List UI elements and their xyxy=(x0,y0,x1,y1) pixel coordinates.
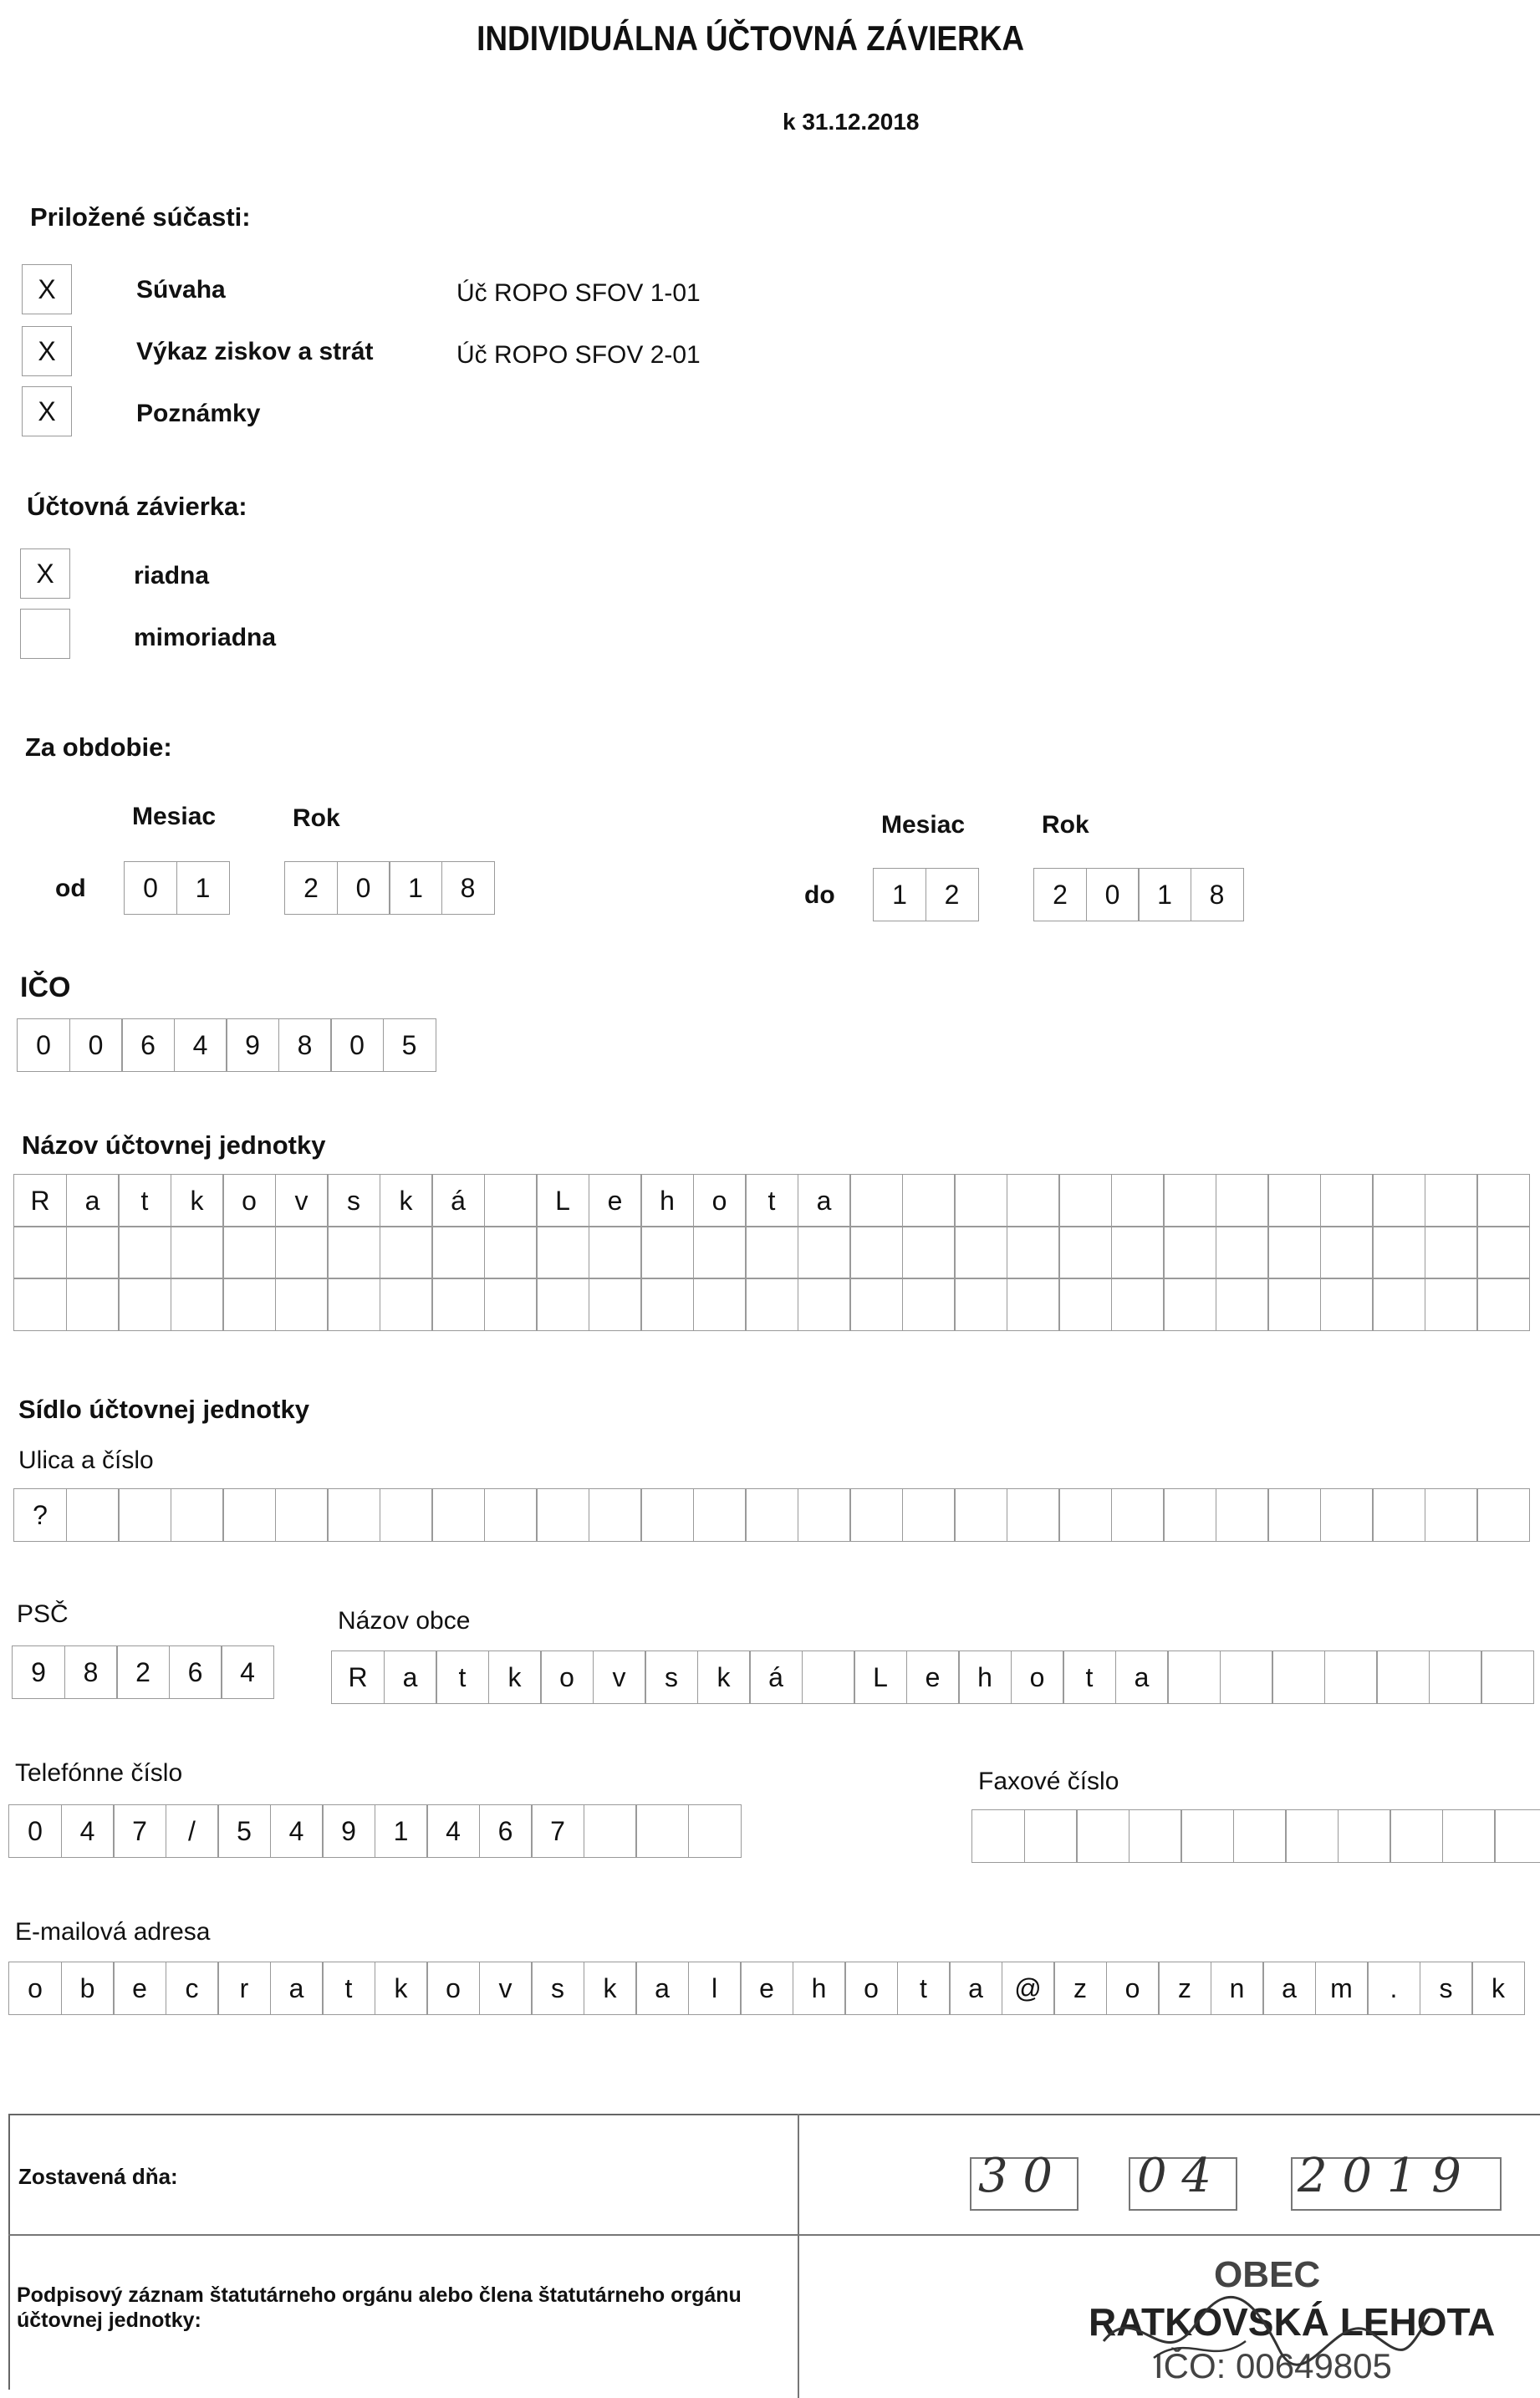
fax-cell xyxy=(1285,1809,1339,1863)
town-cell: L xyxy=(854,1651,907,1704)
entity-name-cell xyxy=(1163,1278,1216,1331)
email-cell: t xyxy=(897,1962,951,2015)
entity-name-cell xyxy=(902,1278,956,1331)
entity-name-cell xyxy=(1372,1226,1425,1279)
compiled-day: 3 0 xyxy=(978,2149,1053,2203)
street-cell xyxy=(171,1488,224,1542)
entity-name-cell xyxy=(1425,1278,1478,1331)
email-cell: k xyxy=(584,1962,637,2015)
entity-name-cell xyxy=(1216,1174,1269,1227)
entity-name-cell xyxy=(275,1226,329,1279)
entity-name-row xyxy=(13,1174,1530,1227)
entity-name-cell xyxy=(1267,1278,1321,1331)
street-cell xyxy=(66,1488,120,1542)
entity-name-cell xyxy=(1216,1226,1269,1279)
town-cell: k xyxy=(697,1651,751,1704)
street-field[interactable] xyxy=(13,1488,1530,1542)
footer-divider xyxy=(8,2234,1540,2236)
psc-field[interactable] xyxy=(12,1645,274,1699)
document-date: k 31.12.2018 xyxy=(783,109,920,135)
ico-cell: 0 xyxy=(330,1018,384,1072)
email-cell: h xyxy=(793,1962,846,2015)
email-cell: s xyxy=(531,1962,584,2015)
entity-name-cell xyxy=(1425,1226,1478,1279)
entity-name-cell xyxy=(118,1278,171,1331)
town-cell: a xyxy=(1115,1651,1169,1704)
town-cell xyxy=(802,1651,855,1704)
entity-name-cell xyxy=(902,1174,956,1227)
entity-name-cell: k xyxy=(380,1174,433,1227)
email-cell: k xyxy=(375,1962,428,2015)
from-year-label: Rok xyxy=(293,804,340,832)
fax-label: Faxové číslo xyxy=(978,1768,1119,1795)
entity-name-cell: k xyxy=(171,1174,224,1227)
psc-cell: 8 xyxy=(64,1645,118,1699)
from-year-cell: 0 xyxy=(337,861,390,915)
to-year-cell: 0 xyxy=(1086,868,1140,921)
entity-name-cell xyxy=(327,1226,380,1279)
entity-name-row xyxy=(13,1278,1530,1331)
psc-cell: 6 xyxy=(169,1645,222,1699)
entity-name-cell xyxy=(1320,1174,1374,1227)
statement-type-riadna: riadna xyxy=(134,562,210,589)
entity-name-cell xyxy=(536,1226,589,1279)
phone-cell xyxy=(635,1804,689,1858)
ico-cell: 0 xyxy=(17,1018,70,1072)
to-year-cell: 2 xyxy=(1033,868,1087,921)
email-cell: o xyxy=(844,1962,898,2015)
phone-cell: 6 xyxy=(479,1804,533,1858)
street-cell xyxy=(380,1488,433,1542)
psc-cell: 9 xyxy=(12,1645,65,1699)
entity-name-cell xyxy=(484,1174,538,1227)
checkbox-vykaz[interactable]: X xyxy=(22,326,72,376)
compiled-month: 0 4 xyxy=(1137,2149,1212,2203)
entity-name-cell xyxy=(1425,1174,1478,1227)
street-cell xyxy=(1216,1488,1269,1542)
street-cell xyxy=(1007,1488,1060,1542)
town-cell: h xyxy=(958,1651,1012,1704)
entity-name-cell xyxy=(1372,1174,1425,1227)
town-field[interactable] xyxy=(331,1651,1534,1704)
street-label: Ulica a číslo xyxy=(18,1446,154,1474)
from-year-field[interactable] xyxy=(284,861,495,915)
entity-name-cell xyxy=(849,1174,903,1227)
entity-name-cell: e xyxy=(589,1174,642,1227)
phone-cell: 9 xyxy=(322,1804,375,1858)
fax-cell xyxy=(1338,1809,1391,1863)
street-cell: ? xyxy=(13,1488,67,1542)
footer-divider xyxy=(798,2114,799,2398)
to-year-cell: 8 xyxy=(1191,868,1244,921)
email-cell: k xyxy=(1471,1962,1525,2015)
ico-cell: 9 xyxy=(226,1018,279,1072)
to-year-label: Rok xyxy=(1042,811,1089,839)
town-cell: R xyxy=(331,1651,385,1704)
entity-name-cell xyxy=(1111,1226,1165,1279)
from-year-cell: 1 xyxy=(389,861,442,915)
email-cell: a xyxy=(1262,1962,1316,2015)
from-month-cell: 1 xyxy=(176,861,230,915)
attachment-label-suvaha: Súvaha xyxy=(136,276,226,304)
to-month-field[interactable] xyxy=(873,868,979,921)
signature-label-line1: Podpisový záznam štatutárneho orgánu alebo člena štatutárneho orgánu xyxy=(17,2283,742,2307)
town-cell xyxy=(1481,1651,1534,1704)
phone-cell: 7 xyxy=(113,1804,166,1858)
town-cell: á xyxy=(749,1651,803,1704)
entity-name-cell: t xyxy=(745,1174,798,1227)
ico-label: IČO xyxy=(20,972,71,1003)
town-cell xyxy=(1167,1651,1221,1704)
entity-name-cell xyxy=(849,1226,903,1279)
stamp-line1: OBEC xyxy=(1214,2254,1321,2295)
entity-name-cell xyxy=(798,1278,851,1331)
phone-cell: / xyxy=(166,1804,219,1858)
entity-name-cell: o xyxy=(222,1174,276,1227)
town-cell: a xyxy=(384,1651,437,1704)
checkbox-suvaha[interactable]: X xyxy=(22,264,72,314)
entity-name-cell xyxy=(745,1226,798,1279)
street-cell xyxy=(536,1488,589,1542)
to-month-label: Mesiac xyxy=(881,811,966,839)
signature-label-line2: účtovnej jednotky: xyxy=(17,2309,201,2332)
entity-name-cell xyxy=(484,1278,538,1331)
entity-name-cell xyxy=(536,1278,589,1331)
street-cell xyxy=(222,1488,276,1542)
email-cell: o xyxy=(8,1962,62,2015)
street-cell xyxy=(118,1488,171,1542)
entity-name-cell: t xyxy=(118,1174,171,1227)
entity-name-cell: v xyxy=(275,1174,329,1227)
street-cell xyxy=(431,1488,485,1542)
entity-name-cell xyxy=(1476,1226,1530,1279)
entity-name-cell: L xyxy=(536,1174,589,1227)
fax-cell xyxy=(1390,1809,1443,1863)
entity-name-cell xyxy=(431,1226,485,1279)
compiled-year: 2 0 1 9 xyxy=(1298,2149,1461,2203)
email-cell: . xyxy=(1367,1962,1420,2015)
entity-name-cell xyxy=(954,1226,1007,1279)
street-cell xyxy=(589,1488,642,1542)
entity-name-cell xyxy=(13,1226,67,1279)
entity-name-label: Názov účtovnej jednotky xyxy=(22,1130,326,1160)
fax-cell xyxy=(1494,1809,1540,1863)
entity-name-cell xyxy=(171,1226,224,1279)
entity-name-cell xyxy=(1163,1226,1216,1279)
entity-name-cell xyxy=(1007,1278,1060,1331)
entity-name-cell xyxy=(1216,1278,1269,1331)
street-cell xyxy=(1267,1488,1321,1542)
attachment-label-poznamky: Poznámky xyxy=(136,400,261,427)
psc-cell: 2 xyxy=(116,1645,170,1699)
phone-cell: 5 xyxy=(217,1804,271,1858)
entity-name-cell xyxy=(380,1278,433,1331)
ico-field[interactable] xyxy=(17,1018,436,1072)
from-label: od xyxy=(55,875,86,902)
phone-cell: 4 xyxy=(61,1804,115,1858)
checkbox-mimoriadna[interactable] xyxy=(20,609,70,659)
entity-name-cell xyxy=(640,1226,694,1279)
entity-name-cell xyxy=(484,1226,538,1279)
phone-cell xyxy=(584,1804,637,1858)
entity-name-cell xyxy=(66,1226,120,1279)
entity-name-cell xyxy=(902,1226,956,1279)
street-cell xyxy=(1058,1488,1112,1542)
email-cell: @ xyxy=(1002,1962,1055,2015)
town-cell xyxy=(1376,1651,1430,1704)
entity-name-cell xyxy=(1058,1278,1112,1331)
entity-name-cell xyxy=(640,1278,694,1331)
psc-label: PSČ xyxy=(17,1600,69,1628)
street-cell xyxy=(902,1488,956,1542)
street-cell xyxy=(745,1488,798,1542)
entity-name-cell: h xyxy=(640,1174,694,1227)
email-cell: a xyxy=(949,1962,1002,2015)
ico-cell: 0 xyxy=(69,1018,123,1072)
entity-name-row xyxy=(13,1226,1530,1279)
email-cell: a xyxy=(635,1962,689,2015)
town-cell: t xyxy=(1063,1651,1116,1704)
street-cell xyxy=(1111,1488,1165,1542)
entity-name-cell xyxy=(13,1278,67,1331)
period-heading: Za obdobie: xyxy=(25,732,172,762)
signature-label xyxy=(17,2283,786,2333)
entity-name-cell xyxy=(222,1278,276,1331)
entity-name-cell: o xyxy=(693,1174,747,1227)
entity-name-cell xyxy=(1372,1278,1425,1331)
entity-name-cell xyxy=(745,1278,798,1331)
from-year-cell: 2 xyxy=(284,861,338,915)
from-year-cell: 8 xyxy=(441,861,495,915)
street-cell xyxy=(798,1488,851,1542)
town-label: Názov obce xyxy=(338,1607,471,1635)
street-cell xyxy=(849,1488,903,1542)
street-cell xyxy=(327,1488,380,1542)
entity-name-cell xyxy=(275,1278,329,1331)
statement-type-heading: Účtovná závierka: xyxy=(27,492,247,521)
ico-cell: 8 xyxy=(278,1018,332,1072)
seat-heading: Sídlo účtovnej jednotky xyxy=(18,1395,309,1424)
ico-cell: 5 xyxy=(383,1018,436,1072)
to-year-cell: 1 xyxy=(1138,868,1191,921)
email-cell: o xyxy=(426,1962,480,2015)
phone-cell: 0 xyxy=(8,1804,62,1858)
email-field[interactable] xyxy=(8,1962,1525,2015)
phone-cell: 4 xyxy=(426,1804,480,1858)
entity-name-cell xyxy=(1007,1174,1060,1227)
entity-name-cell: a xyxy=(798,1174,851,1227)
email-cell: t xyxy=(322,1962,375,2015)
entity-name-cell xyxy=(1058,1174,1112,1227)
email-cell: c xyxy=(166,1962,219,2015)
email-cell: n xyxy=(1211,1962,1264,2015)
checkbox-poznamky[interactable]: X xyxy=(22,386,72,436)
entity-name-cell xyxy=(118,1226,171,1279)
entity-name-cell: s xyxy=(327,1174,380,1227)
to-year-field[interactable] xyxy=(1033,868,1244,921)
street-cell xyxy=(275,1488,329,1542)
fax-cell xyxy=(1442,1809,1496,1863)
attachments-heading: Priložené súčasti: xyxy=(30,202,251,232)
ico-cell: 4 xyxy=(174,1018,227,1072)
street-cell xyxy=(693,1488,747,1542)
entity-name-cell xyxy=(431,1278,485,1331)
town-cell: o xyxy=(1011,1651,1064,1704)
email-cell: v xyxy=(479,1962,533,2015)
town-cell: t xyxy=(436,1651,489,1704)
entity-name-cell xyxy=(589,1226,642,1279)
street-cell xyxy=(640,1488,694,1542)
town-cell: e xyxy=(906,1651,960,1704)
entity-name-cell xyxy=(954,1278,1007,1331)
from-month-field[interactable] xyxy=(124,861,230,915)
town-cell: o xyxy=(540,1651,594,1704)
phone-cell: 7 xyxy=(531,1804,584,1858)
fax-cell xyxy=(971,1809,1025,1863)
entity-name-cell xyxy=(589,1278,642,1331)
phone-label: Telefónne číslo xyxy=(15,1759,183,1787)
entity-name-cell xyxy=(693,1226,747,1279)
entity-name-cell xyxy=(693,1278,747,1331)
psc-cell: 4 xyxy=(221,1645,274,1699)
entity-name-cell xyxy=(1476,1174,1530,1227)
street-cell xyxy=(1163,1488,1216,1542)
phone-cell: 1 xyxy=(375,1804,428,1858)
town-cell: v xyxy=(593,1651,646,1704)
document-title: INDIVIDUÁLNA ÚČTOVNÁ ZÁVIERKA xyxy=(477,18,1025,58)
entity-name-cell xyxy=(1111,1278,1165,1331)
email-cell: e xyxy=(113,1962,166,2015)
from-month-cell: 0 xyxy=(124,861,177,915)
street-cell xyxy=(1320,1488,1374,1542)
street-cell xyxy=(1372,1488,1425,1542)
entity-name-cell xyxy=(1267,1226,1321,1279)
stamp-line3: IČO: 00649805 xyxy=(1154,2346,1392,2385)
checkbox-riadna[interactable]: X xyxy=(20,548,70,599)
statement-type-mimoriadna: mimoriadna xyxy=(134,624,277,651)
phone-cell xyxy=(688,1804,742,1858)
to-month-cell: 1 xyxy=(873,868,926,921)
town-cell xyxy=(1272,1651,1325,1704)
entity-name-cell xyxy=(1111,1174,1165,1227)
entity-name-cell xyxy=(1163,1174,1216,1227)
fax-cell xyxy=(1129,1809,1182,1863)
phone-field[interactable] xyxy=(8,1804,742,1858)
email-cell: b xyxy=(61,1962,115,2015)
from-month-label: Mesiac xyxy=(132,803,217,830)
entity-name-cell xyxy=(1320,1278,1374,1331)
entity-name-cell xyxy=(66,1278,120,1331)
email-cell: e xyxy=(740,1962,793,2015)
fax-cell xyxy=(1024,1809,1078,1863)
stamp-line2: RATKOVSKÁ LEHOTA xyxy=(1089,2300,1496,2344)
town-cell xyxy=(1324,1651,1378,1704)
email-cell: z xyxy=(1053,1962,1107,2015)
email-cell: a xyxy=(270,1962,324,2015)
compiled-label: Zostavená dňa: xyxy=(18,2164,178,2189)
street-cell xyxy=(484,1488,538,1542)
entity-name-cell xyxy=(380,1226,433,1279)
entity-name-cell: R xyxy=(13,1174,67,1227)
entity-name-cell xyxy=(849,1278,903,1331)
street-cell xyxy=(954,1488,1007,1542)
fax-cell xyxy=(1180,1809,1234,1863)
email-cell: r xyxy=(217,1962,271,2015)
email-cell: m xyxy=(1315,1962,1369,2015)
to-month-cell: 2 xyxy=(926,868,979,921)
email-cell: o xyxy=(1106,1962,1160,2015)
to-label: do xyxy=(804,881,835,909)
email-cell: l xyxy=(688,1962,742,2015)
attachment-code-suvaha: Úč ROPO SFOV 1-01 xyxy=(456,279,701,307)
street-cell xyxy=(1476,1488,1530,1542)
email-label: E-mailová adresa xyxy=(15,1918,211,1946)
email-cell: s xyxy=(1420,1962,1473,2015)
signature-scribble xyxy=(1087,2283,1438,2383)
entity-name-cell xyxy=(1007,1226,1060,1279)
fax-field[interactable] xyxy=(971,1809,1540,1863)
entity-name-cell xyxy=(1267,1174,1321,1227)
ico-cell: 6 xyxy=(121,1018,175,1072)
phone-cell: 4 xyxy=(270,1804,324,1858)
entity-name-cell xyxy=(327,1278,380,1331)
entity-name-cell: a xyxy=(66,1174,120,1227)
fax-cell xyxy=(1076,1809,1130,1863)
town-cell xyxy=(1220,1651,1273,1704)
attachment-label-vykaz: Výkaz ziskov a strát xyxy=(136,338,374,365)
street-cell xyxy=(1425,1488,1478,1542)
entity-name-cell xyxy=(222,1226,276,1279)
town-cell xyxy=(1429,1651,1482,1704)
entity-name-cell xyxy=(1058,1226,1112,1279)
entity-name-cell xyxy=(1320,1226,1374,1279)
entity-name-cell xyxy=(798,1226,851,1279)
entity-name-cell xyxy=(1476,1278,1530,1331)
email-cell: z xyxy=(1158,1962,1211,2015)
town-cell: k xyxy=(488,1651,542,1704)
entity-name-cell: á xyxy=(431,1174,485,1227)
entity-name-cell xyxy=(954,1174,1007,1227)
attachment-code-vykaz: Úč ROPO SFOV 2-01 xyxy=(456,341,701,369)
entity-name-cell xyxy=(171,1278,224,1331)
town-cell: s xyxy=(645,1651,698,1704)
fax-cell xyxy=(1233,1809,1287,1863)
